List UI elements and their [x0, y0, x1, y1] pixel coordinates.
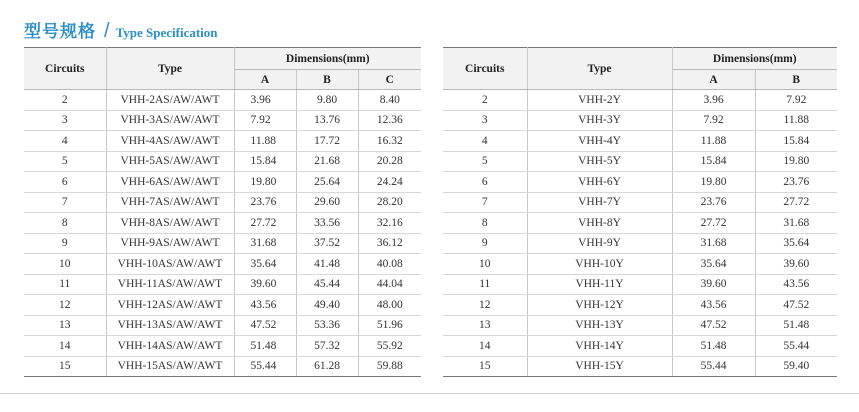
cell-type: VHH-5Y	[527, 151, 672, 172]
cell-dimension: 36.12	[358, 233, 421, 254]
table-row	[24, 90, 421, 111]
cell-dimension: 7.92	[672, 110, 755, 131]
cell-circuits: 7	[443, 192, 527, 213]
cell-dimension: 29.60	[296, 192, 358, 213]
spec-table-body	[443, 90, 837, 377]
cell-circuits: 8	[443, 213, 527, 234]
cell-dimension: 43.56	[234, 295, 296, 316]
cell-circuits: 9	[443, 233, 527, 254]
cell-dimension: 39.60	[234, 274, 296, 295]
cell-dimension: 7.92	[234, 110, 296, 131]
cell-circuits: 11	[24, 274, 106, 295]
cell-dimension: 35.64	[672, 254, 755, 275]
table-row	[443, 90, 837, 111]
cell-circuits: 5	[443, 151, 527, 172]
spec-table-y	[443, 47, 837, 377]
cell-type: VHH-10Y	[527, 254, 672, 275]
cell-circuits: 8	[24, 213, 106, 234]
table-row	[443, 356, 837, 377]
cell-circuits: 13	[24, 315, 106, 336]
table-row	[24, 336, 421, 357]
cell-dimension: 16.32	[358, 131, 421, 152]
cell-dimension: 48.00	[358, 295, 421, 316]
table-row	[24, 131, 421, 152]
table-row	[24, 192, 421, 213]
cell-circuits: 6	[24, 172, 106, 193]
spec-table-body	[24, 90, 421, 377]
cell-dimension: 47.52	[755, 295, 837, 316]
cell-dimension: 39.60	[672, 274, 755, 295]
cell-dimension: 25.64	[296, 172, 358, 193]
table-row	[443, 233, 837, 254]
cell-circuits: 3	[443, 110, 527, 131]
cell-dimension: 7.92	[755, 90, 837, 111]
table-row	[24, 274, 421, 295]
table-row	[443, 254, 837, 275]
cell-circuits: 3	[24, 110, 106, 131]
cell-dimension: 31.68	[672, 233, 755, 254]
cell-circuits: 4	[24, 131, 106, 152]
table-row	[443, 172, 837, 193]
cell-type: VHH-5AS/AW/AWT	[106, 151, 234, 172]
cell-type: VHH-12AS/AW/AWT	[106, 295, 234, 316]
header-dim-b: B	[296, 70, 358, 90]
cell-type: VHH-14Y	[527, 336, 672, 357]
cell-dimension: 51.48	[234, 336, 296, 357]
cell-dimension: 47.52	[672, 315, 755, 336]
cell-dimension: 9.80	[296, 90, 358, 111]
cell-dimension: 40.08	[358, 254, 421, 275]
cell-dimension: 27.72	[672, 213, 755, 234]
cell-type: VHH-13AS/AW/AWT	[106, 315, 234, 336]
cell-dimension: 20.28	[358, 151, 421, 172]
cell-dimension: 31.68	[234, 233, 296, 254]
cell-circuits: 5	[24, 151, 106, 172]
cell-type: VHH-9Y	[527, 233, 672, 254]
cell-dimension: 15.84	[234, 151, 296, 172]
table-row	[443, 192, 837, 213]
cell-dimension: 24.24	[358, 172, 421, 193]
page-divider	[0, 393, 859, 394]
cell-type: VHH-12Y	[527, 295, 672, 316]
cell-type: VHH-15AS/AW/AWT	[106, 356, 234, 377]
cell-type: VHH-8AS/AW/AWT	[106, 213, 234, 234]
cell-type: VHH-10AS/AW/AWT	[106, 254, 234, 275]
cell-dimension: 3.96	[234, 90, 296, 111]
table-row	[24, 254, 421, 275]
cell-dimension: 23.76	[672, 192, 755, 213]
cell-dimension: 32.16	[358, 213, 421, 234]
cell-dimension: 19.80	[755, 151, 837, 172]
table-row	[24, 233, 421, 254]
table-row	[443, 336, 837, 357]
cell-dimension: 27.72	[234, 213, 296, 234]
cell-dimension: 23.76	[755, 172, 837, 193]
cell-dimension: 59.88	[358, 356, 421, 377]
cell-circuits: 7	[24, 192, 106, 213]
header-circuits: Circuits	[24, 48, 106, 90]
header-type: Type	[106, 48, 234, 90]
cell-type: VHH-4AS/AW/AWT	[106, 131, 234, 152]
cell-circuits: 14	[24, 336, 106, 357]
table-row	[24, 151, 421, 172]
cell-circuits: 6	[443, 172, 527, 193]
table-row	[24, 110, 421, 131]
table-row	[443, 131, 837, 152]
cell-dimension: 11.88	[234, 131, 296, 152]
cell-circuits: 4	[443, 131, 527, 152]
cell-dimension: 21.68	[296, 151, 358, 172]
table-row	[443, 110, 837, 131]
cell-dimension: 35.64	[755, 233, 837, 254]
cell-type: VHH-6AS/AW/AWT	[106, 172, 234, 193]
cell-circuits: 2	[443, 90, 527, 111]
cell-dimension: 19.80	[234, 172, 296, 193]
cell-circuits: 12	[443, 295, 527, 316]
cell-dimension: 43.56	[672, 295, 755, 316]
cell-circuits: 9	[24, 233, 106, 254]
cell-dimension: 55.44	[234, 356, 296, 377]
cell-dimension: 41.48	[296, 254, 358, 275]
cell-dimension: 51.96	[358, 315, 421, 336]
header-dimensions: Dimensions(mm)	[234, 48, 421, 70]
cell-dimension: 17.72	[296, 131, 358, 152]
cell-dimension: 11.88	[755, 110, 837, 131]
cell-dimension: 61.28	[296, 356, 358, 377]
cell-dimension: 57.32	[296, 336, 358, 357]
cell-dimension: 45.44	[296, 274, 358, 295]
cell-dimension: 3.96	[672, 90, 755, 111]
cell-circuits: 14	[443, 336, 527, 357]
cell-type: VHH-11Y	[527, 274, 672, 295]
table-row	[443, 315, 837, 336]
cell-type: VHH-15Y	[527, 356, 672, 377]
cell-type: VHH-7AS/AW/AWT	[106, 192, 234, 213]
cell-dimension: 23.76	[234, 192, 296, 213]
cell-dimension: 55.44	[755, 336, 837, 357]
cell-type: VHH-13Y	[527, 315, 672, 336]
header-circuits: Circuits	[443, 48, 527, 90]
header-dimensions: Dimensions(mm)	[672, 48, 837, 70]
cell-dimension: 37.52	[296, 233, 358, 254]
cell-dimension: 53.36	[296, 315, 358, 336]
heading-english: Type Specification	[115, 25, 218, 40]
table-row	[443, 274, 837, 295]
cell-dimension: 44.04	[358, 274, 421, 295]
cell-dimension: 39.60	[755, 254, 837, 275]
header-dim-c: C	[358, 70, 421, 90]
cell-type: VHH-14AS/AW/AWT	[106, 336, 234, 357]
header-dim-a: A	[234, 70, 296, 90]
cell-dimension: 33.56	[296, 213, 358, 234]
cell-circuits: 10	[443, 254, 527, 275]
cell-dimension: 55.92	[358, 336, 421, 357]
cell-type: VHH-3Y	[527, 110, 672, 131]
cell-dimension: 15.84	[755, 131, 837, 152]
cell-dimension: 31.68	[755, 213, 837, 234]
cell-dimension: 8.40	[358, 90, 421, 111]
table-row	[24, 315, 421, 336]
cell-dimension: 15.84	[672, 151, 755, 172]
cell-type: VHH-7Y	[527, 192, 672, 213]
header-dim-a: A	[672, 70, 755, 90]
cell-dimension: 35.64	[234, 254, 296, 275]
cell-circuits: 15	[24, 356, 106, 377]
cell-type: VHH-9AS/AW/AWT	[106, 233, 234, 254]
cell-dimension: 27.72	[755, 192, 837, 213]
cell-dimension: 43.56	[755, 274, 837, 295]
cell-dimension: 12.36	[358, 110, 421, 131]
cell-type: VHH-8Y	[527, 213, 672, 234]
cell-dimension: 49.40	[296, 295, 358, 316]
heading-separator: /	[104, 20, 110, 42]
cell-circuits: 12	[24, 295, 106, 316]
cell-dimension: 13.76	[296, 110, 358, 131]
cell-type: VHH-2AS/AW/AWT	[106, 90, 234, 111]
table-row	[24, 213, 421, 234]
heading-chinese: 型号规格	[24, 22, 96, 42]
cell-dimension: 59.40	[755, 356, 837, 377]
table-row	[24, 295, 421, 316]
cell-dimension: 11.88	[672, 131, 755, 152]
cell-type: VHH-2Y	[527, 90, 672, 111]
header-dim-b: B	[755, 70, 837, 90]
cell-dimension: 51.48	[672, 336, 755, 357]
cell-dimension: 47.52	[234, 315, 296, 336]
table-row	[24, 172, 421, 193]
table-row	[443, 213, 837, 234]
cell-circuits: 13	[443, 315, 527, 336]
cell-dimension: 51.48	[755, 315, 837, 336]
table-row	[24, 356, 421, 377]
table-row	[443, 295, 837, 316]
cell-type: VHH-3AS/AW/AWT	[106, 110, 234, 131]
table-row	[443, 151, 837, 172]
cell-circuits: 11	[443, 274, 527, 295]
cell-circuits: 15	[443, 356, 527, 377]
spec-table-as-aw-awt	[24, 47, 421, 377]
section-heading	[24, 17, 218, 43]
header-type: Type	[527, 48, 672, 90]
cell-type: VHH-4Y	[527, 131, 672, 152]
cell-circuits: 2	[24, 90, 106, 111]
cell-type: VHH-6Y	[527, 172, 672, 193]
cell-type: VHH-11AS/AW/AWT	[106, 274, 234, 295]
cell-dimension: 28.20	[358, 192, 421, 213]
cell-dimension: 55.44	[672, 356, 755, 377]
cell-circuits: 10	[24, 254, 106, 275]
cell-dimension: 19.80	[672, 172, 755, 193]
